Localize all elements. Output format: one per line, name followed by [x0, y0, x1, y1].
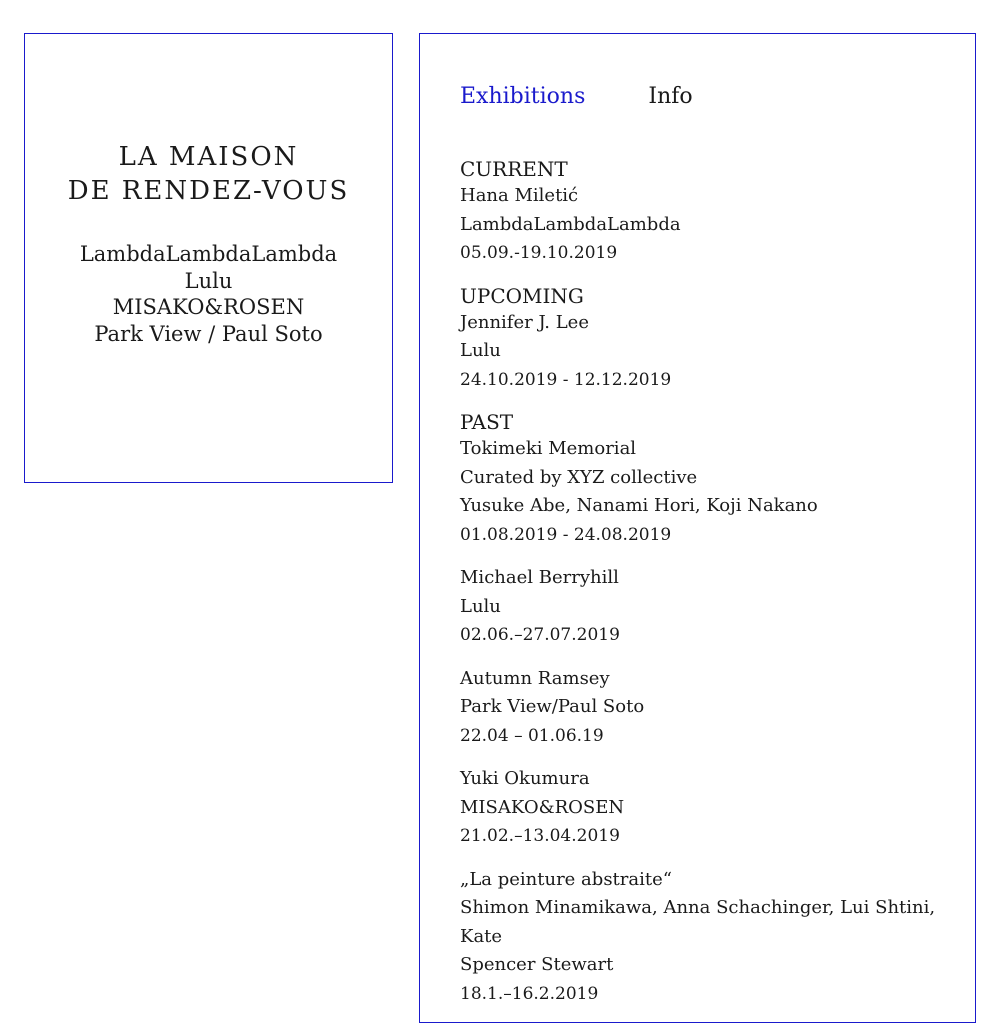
main-nav — [460, 84, 749, 109]
exhibition-date: 01.08.2019 - 24.08.2019 — [460, 524, 672, 545]
gallery-link-lambdalambdalambda[interactable]: LambdaLambdaLambda — [79, 242, 338, 266]
exhibition-venue: MISAKO&ROSEN — [460, 796, 625, 818]
exhibition-date: 22.04 – 01.06.19 — [460, 725, 604, 746]
exhibition-venue[interactable]: Lulu — [460, 340, 501, 361]
section-heading-past: PAST — [460, 410, 514, 434]
exhibition-date: 05.09.-19.10.2019 — [460, 243, 618, 263]
exhibition-title[interactable]: „La peinture abstraite“ — [460, 868, 672, 890]
gallery-link-misako-rosen[interactable]: MISAKO&ROSEN — [112, 295, 305, 319]
exhibition-venue[interactable]: LambdaLambdaLambda — [460, 213, 681, 235]
exhibition-artist[interactable]: Yuki Okumura — [460, 768, 590, 789]
exhibition-artist[interactable]: Michael Berryhill — [460, 567, 619, 588]
exhibitions-panel — [419, 33, 976, 1023]
past-exhibition — [460, 866, 960, 1009]
section-heading-upcoming: UPCOMING — [460, 283, 584, 308]
exhibition-title[interactable]: Tokimeki Memorial — [460, 438, 637, 459]
exhibition-list — [460, 156, 960, 1023]
nav-exhibitions-link[interactable]: Exhibitions — [460, 84, 586, 109]
past-exhibition — [460, 665, 960, 751]
exhibition-date: 21.02.–13.04.2019 — [460, 826, 620, 846]
exhibition-venue: Park View/Paul Soto — [460, 696, 645, 717]
section-heading-current: CURRENT — [460, 157, 568, 181]
exhibition-date: 18.1.–16.2.2019 — [460, 983, 599, 1004]
gallery-list — [25, 241, 392, 347]
past-exhibition — [460, 409, 960, 549]
gallery-link-park-view[interactable]: Park View / Paul Soto — [94, 321, 323, 346]
exhibition-artist[interactable]: Autumn Ramsey — [460, 667, 610, 689]
site-title[interactable] — [25, 140, 392, 208]
exhibition-artists: Yusuke Abe, Nanami Hori, Koji Nakano — [460, 495, 818, 516]
exhibition-artist[interactable]: Jennifer J. Lee — [460, 311, 589, 333]
current-exhibition — [460, 156, 960, 268]
exhibition-artists-continued: Spencer Stewart — [460, 954, 614, 975]
site-info-panel — [24, 33, 393, 483]
exhibition-artists: Shimon Minamikawa, Anna Schachinger, Lui Shtini, Kate — [460, 897, 936, 947]
past-exhibition — [460, 765, 960, 851]
exhibition-date: 24.10.2019 - 12.12.2019 — [460, 369, 672, 390]
exhibition-artist[interactable]: Hana Miletić — [460, 185, 579, 206]
site-title-line-1: LA MAISON — [118, 142, 299, 172]
nav-info-link[interactable]: Info — [648, 84, 693, 109]
past-exhibition — [460, 564, 960, 650]
exhibition-date: 02.06.–27.07.2019 — [460, 625, 620, 645]
exhibition-curator: Curated by XYZ collective — [460, 466, 698, 488]
gallery-link-lulu[interactable]: Lulu — [184, 268, 233, 293]
upcoming-exhibition — [460, 283, 960, 395]
exhibition-venue: Lulu — [460, 595, 501, 617]
site-title-line-2: DE RENDEZ-VOUS — [67, 176, 350, 206]
